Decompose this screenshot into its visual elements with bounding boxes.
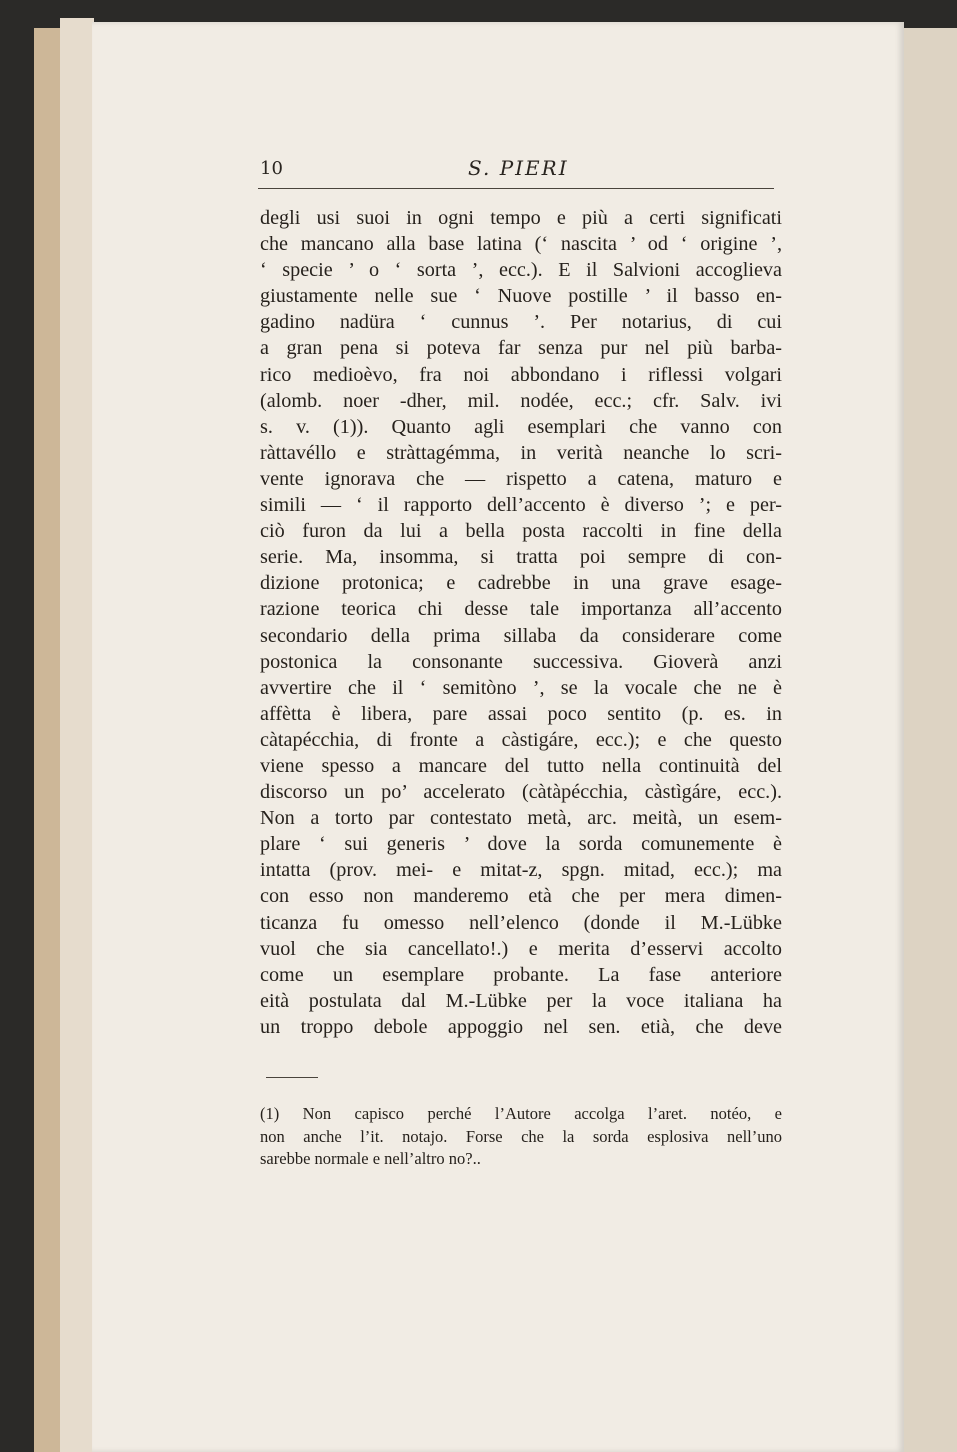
- body-line: ciò furon da lui a bella posta raccolti in fine della: [260, 520, 782, 543]
- body-line: postonica la consonante successiva. Gioverà anzi: [260, 650, 782, 673]
- header-rule: [258, 188, 774, 189]
- footnote-line: sarebbe normale e nell’altro no?..: [260, 1149, 481, 1168]
- body-line: viene spesso a mancare del tutto nella continuità del: [260, 754, 782, 777]
- body-line: razione teorica chi desse tale importanza all’accento: [260, 598, 782, 621]
- footnote-line: (1) Non capisco perché l’Autore accolga l’aret. notéo, e: [260, 1104, 782, 1123]
- body-line: Non a torto par contestato metà, arc. meità, un esem-: [260, 807, 782, 830]
- body-line: giustamente nelle sue ‘ Nuove postille ’ il basso en-: [260, 285, 782, 308]
- facing-page-edge: [900, 28, 957, 1452]
- body-line: gadino nadüra ‘ cunnus ’. Per notarius, di cui: [260, 311, 782, 334]
- body-line: ràttavéllo e stràttagémma, in verità neanche lo scri-: [260, 441, 782, 464]
- body-line: serie. Ma, insomma, si tratta poi sempre di con-: [260, 546, 782, 569]
- body-line: càtapécchia, di fronte a càstigáre, ecc.); e che questo: [260, 728, 782, 751]
- body-line: vente ignorava che — rispetto a catena, maturo e: [260, 467, 782, 490]
- footnote-line: non anche l’it. notajo. Forse che la sorda esplosiva nell’uno: [260, 1126, 782, 1146]
- body-line: un troppo debole appoggio nel sen. etià, che deve: [260, 1015, 782, 1038]
- body-line: secondario della prima sillaba da considerare come: [260, 624, 782, 647]
- body-line: discorso un po’ accelerato (càtàpécchia, càstìgáre, ecc.).: [260, 781, 782, 804]
- body-line: che mancano alla base latina (‘ nascita ’ od ‘ origine ’,: [260, 233, 782, 256]
- body-line: intatta (prov. mei- e mitat-z, spgn. mitad, ecc.); ma: [260, 859, 782, 882]
- body-line: s. v. (1)). Quanto agli esemplari che vanno con: [260, 415, 782, 438]
- body-line: a gran pena si poteva far senza pur nel più barba-: [260, 337, 782, 360]
- body-line: ‘ specie ’ o ‘ sorta ’, ecc.). E il Salvioni accoglieva: [260, 259, 782, 282]
- body-line: degli usi suoi in ogni tempo e più a certi significati: [260, 207, 782, 229]
- page-header: [260, 156, 776, 190]
- body-line: ticanza fu omesso nell’elenco (donde il M.-Lübke: [260, 911, 782, 934]
- underlying-page: [60, 18, 94, 1452]
- body-line: rico medioèvo, fra noi abbondano i riflessi volgari: [260, 363, 782, 386]
- body-line: affètta è libera, pare assai poco sentito (p. es. in: [260, 702, 782, 725]
- body-line: vuol che sia cancellato!.) e merita d’esservi accolto: [260, 937, 782, 960]
- body-line: plare ‘ sui generis ’ dove la sorda comunemente è: [260, 833, 782, 856]
- body-text: [260, 205, 782, 1040]
- body-line: come un esemplare probante. La fase anteriore: [260, 963, 782, 986]
- body-line: (alomb. noer -dher, mil. nodée, ecc.; cfr. Salv. ivi: [260, 389, 782, 412]
- body-line: avvertire che il ‘ semitòno ’, se la vocale che ne è: [260, 676, 782, 699]
- body-line: simili — ‘ il rapporto dell’accento è diverso ’; e per-: [260, 494, 782, 517]
- body-line: dizione protonica; e cadrebbe in una grave esage-: [260, 572, 782, 595]
- footnote-rule: [266, 1077, 318, 1078]
- body-line: con esso non manderemo età che per mera dimen-: [260, 885, 782, 908]
- running-title: S. PIERI: [468, 156, 569, 180]
- page-number: 10: [260, 158, 283, 179]
- footnote: [260, 1103, 782, 1171]
- body-line: eità postulata dal M.-Lübke per la voce italiana ha: [260, 989, 782, 1012]
